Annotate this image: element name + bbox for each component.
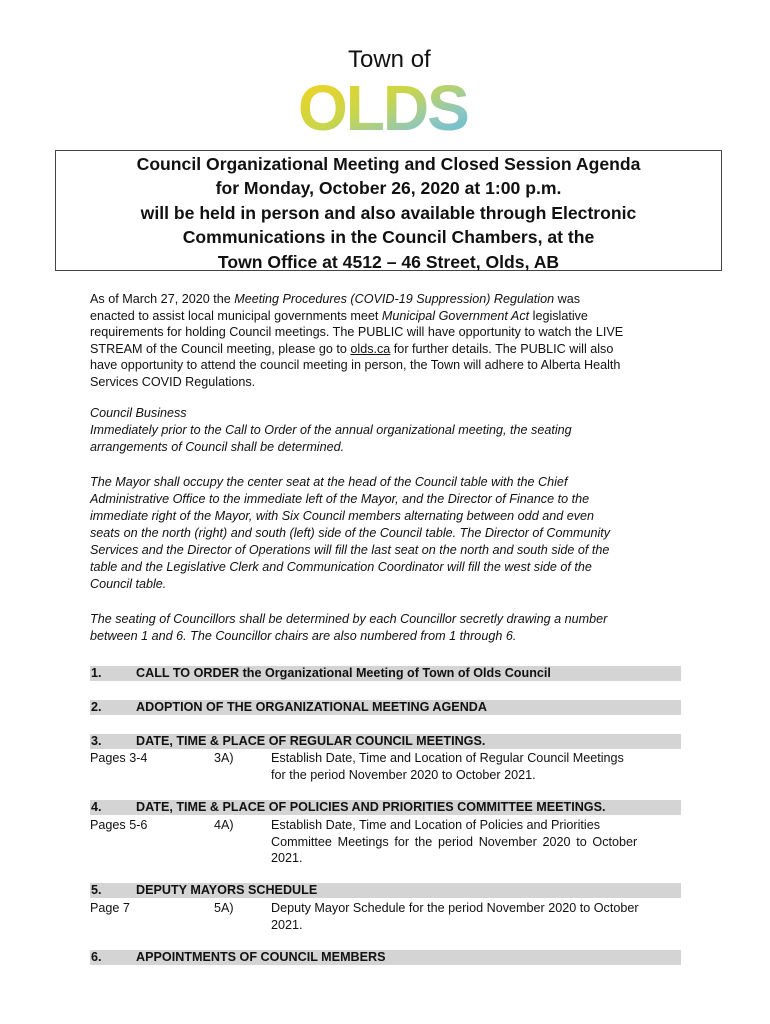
description-line: 2021.: [271, 851, 303, 865]
intro-text: Services COVID Regulations.: [90, 374, 256, 389]
intro-text: STREAM of the Council meeting, please go to: [90, 341, 351, 356]
mayor-seating-paragraph: [90, 474, 690, 593]
agenda-subitem-description: [271, 817, 681, 867]
paragraph-line: Services and the Director of Operations will fill the last seat on the north and south side of the: [90, 543, 610, 557]
paragraph-line: Immediately prior to the Call to Order of the annual organizational meeting, the seating: [90, 423, 572, 437]
intro-text: requirements for holding Council meetings. The PUBLIC will have opportunity to watch the LIVE: [90, 325, 624, 339]
agenda-item-number: 1.: [91, 666, 102, 680]
council-business-heading: Council Business: [90, 406, 187, 420]
agenda-item-number: 4.: [91, 800, 102, 814]
paragraph-line: Administrative Office to the immediate left of the Mayor, and the Director of Finance to the: [90, 492, 590, 506]
agenda-item-title: CALL TO ORDER the Organizational Meeting of Town of Olds Council: [136, 666, 551, 680]
agenda-item-number: 2.: [91, 700, 102, 714]
paragraph-line: between 1 and 6. The Councillor chairs are also numbered from 1 through 6.: [90, 629, 517, 643]
agenda-item-title: DATE, TIME & PLACE OF REGULAR COUNCIL MEETINGS.: [136, 734, 486, 748]
title-line-1: Council Organizational Meeting and Closed Session Agenda: [136, 154, 641, 174]
paragraph-line: The Mayor shall occupy the center seat at the head of the Council table with the Chief: [90, 475, 568, 489]
intro-paragraph: [90, 291, 690, 390]
agenda-title-box: [55, 150, 722, 271]
paragraph-line: table and the Legislative Clerk and Communication Coordinator will fill the west side of the: [90, 560, 592, 574]
agenda-item-number: 6.: [91, 950, 102, 964]
paragraph-line: Council table.: [90, 577, 167, 591]
paragraph-line: seats on the north (right) and south (left) side of the Council table. The Director of Community: [90, 526, 611, 540]
regulation-name: Meeting Procedures (COVID-19 Suppression) Regulation: [234, 292, 555, 306]
agenda-subitem-number: 5A): [214, 901, 234, 915]
agenda-item-pages: Pages 3-4: [90, 751, 148, 765]
description-line: Committee Meetings for the period November 2020 to October: [271, 834, 638, 849]
title-line-4: Communications in the Council Chambers, at the: [182, 227, 595, 248]
description-line: for the period November 2020 to October 2021.: [271, 767, 536, 782]
agenda-subitem-description: [271, 900, 681, 933]
act-name: Municipal Government Act: [381, 308, 530, 323]
logo-olds-wordmark: [296, 76, 476, 136]
agenda-item-title: APPOINTMENTS OF COUNCIL MEMBERS: [136, 950, 386, 964]
agenda-item-pages: Pages 5-6: [90, 818, 148, 832]
town-logo: [296, 46, 476, 138]
logo-olds-text: OLDS: [298, 76, 468, 136]
agenda-item-number: 3.: [91, 734, 102, 748]
paragraph-line: arrangements of Council shall be determined.: [90, 440, 345, 454]
description-line: Establish Date, Time and Location of Regular Council Meetings: [271, 751, 624, 765]
paragraph-line: The seating of Councillors shall be determined by each Councillor secretly drawing a number: [90, 612, 608, 626]
agenda-subitem-number: 4A): [214, 818, 234, 832]
council-business-paragraph: [90, 405, 690, 456]
description-line: Deputy Mayor Schedule for the period November 2020 to October: [271, 901, 639, 915]
intro-text: legislative: [529, 308, 588, 323]
seating-draw-paragraph: [90, 611, 690, 645]
agenda-item-title: DATE, TIME & PLACE OF POLICIES AND PRIORITIES COMMITTEE MEETINGS.: [136, 800, 606, 814]
paragraph-line: immediate right of the Mayor, with Six Council members alternating between odd and even: [90, 509, 595, 523]
intro-text: for further details. The PUBLIC will also: [390, 341, 614, 356]
title-line-3: will be held in person and also available through Electronic: [140, 202, 637, 223]
agenda-subitem-number: 3A): [214, 751, 234, 765]
agenda-item-pages: Page 7: [90, 901, 130, 915]
agenda-item-title: ADOPTION OF THE ORGANIZATIONAL MEETING AGENDA: [136, 700, 487, 714]
intro-text: As of March 27, 2020 the: [90, 292, 235, 306]
title-line-2: for Monday, October 26, 2020 at 1:00 p.m.: [215, 178, 562, 199]
agenda-item-number: 5.: [91, 883, 102, 897]
description-line: Establish Date, Time and Location of Policies and Priorities: [271, 818, 601, 832]
agenda-item-title: DEPUTY MAYORS SCHEDULE: [136, 883, 318, 897]
olds-website-link[interactable]: olds.ca: [350, 341, 391, 356]
description-line: 2021.: [271, 917, 303, 932]
intro-text: was: [554, 292, 581, 306]
title-line-5: Town Office at 4512 – 46 Street, Olds, AB: [217, 251, 560, 272]
intro-text: have opportunity to attend the council meeting in person, the Town will adhere to Alberta Health: [90, 358, 621, 372]
agenda-subitem-description: [271, 750, 681, 783]
intro-text: enacted to assist local municipal governments meet: [90, 308, 382, 323]
logo-town-of: Town of: [348, 46, 431, 73]
